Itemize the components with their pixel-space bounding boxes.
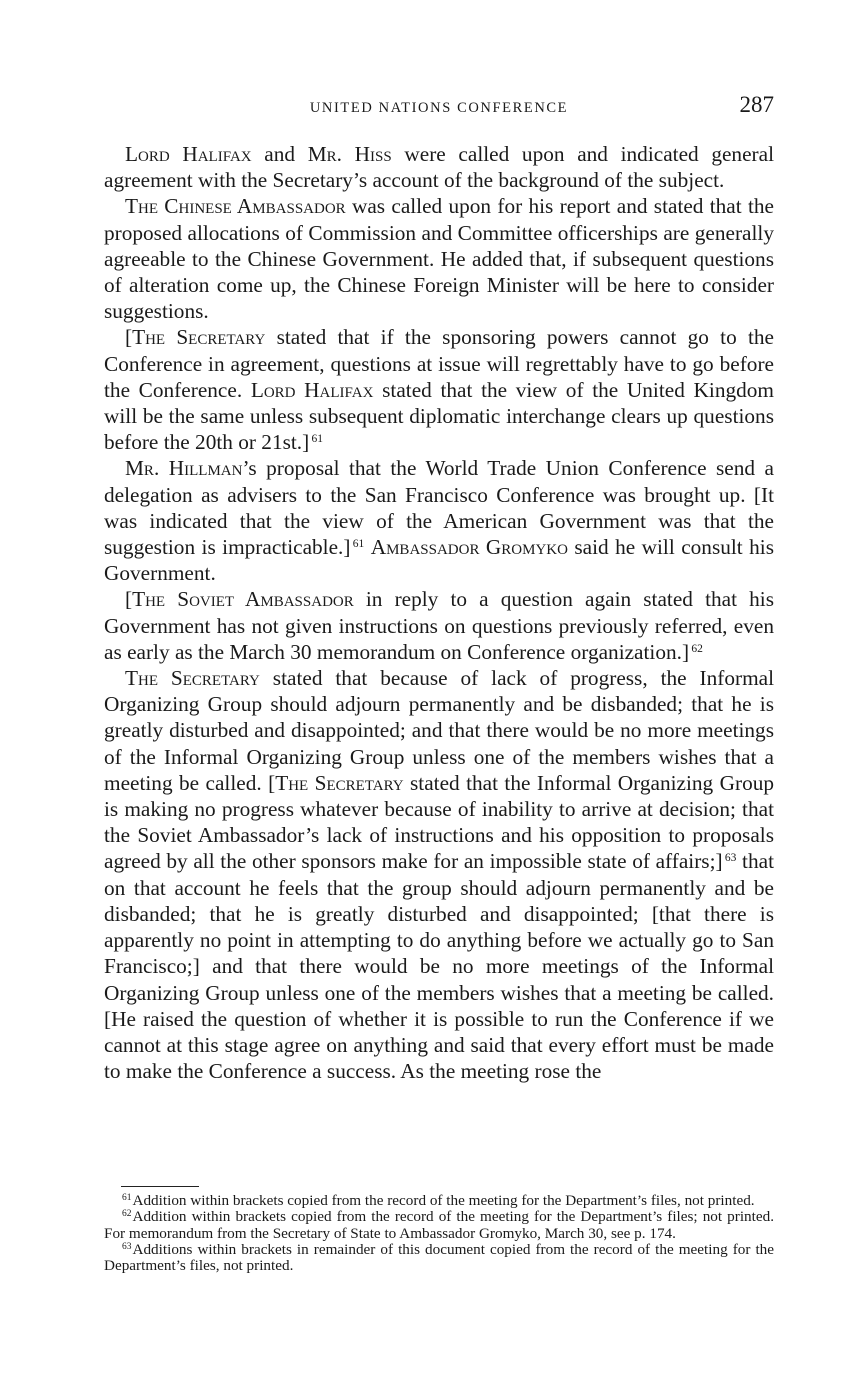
paragraph-text: [ [125, 325, 133, 350]
paragraph-text: stated that the Informal Organizing Group is making no progress whatever because of inability to arrive at decision; that the Soviet Ambassador’s lack of instructions and his opposition to proposals agreed by all the other sponsors make for an impossible state of affairs;] [104, 770, 775, 874]
body-paragraph [104, 141, 774, 193]
footnote-number: 61 [122, 1193, 132, 1203]
footnote [104, 1209, 774, 1242]
footnotes [104, 1193, 774, 1274]
speaker-name: Lord Halifax [125, 142, 252, 166]
speaker-name: The Secretary [125, 666, 260, 691]
speaker-name: Ambassador Gromyko [370, 535, 568, 560]
speaker-name: Mr. Hillman [125, 456, 243, 481]
speaker-name: Lord Halifax [250, 377, 374, 402]
body-paragraph [104, 455, 774, 586]
footnote-reference: 63 [722, 852, 737, 865]
speaker-name: The Chinese Ambassador [125, 194, 346, 219]
paragraph-text: [ [125, 587, 133, 612]
body-paragraph [104, 586, 774, 665]
paragraph-text: stated that if the sponsoring powers cannot go to the Conference in agreement, questions at issue will regrettably have to go before the Conference. [104, 325, 775, 402]
paragraph-text: ’s proposal that the World Trade Union Conference send a delegation as advisers to the San Francisco Conference was brought up. [It was indicated that the view of the American Government was that the suggestion is impracticable.] [104, 456, 774, 560]
page-number: 287 [739, 92, 774, 117]
body-text [104, 141, 774, 1084]
paragraph-text: said he will consult his Government. [104, 535, 774, 586]
paragraph-text: stated that because of lack of progress, the Informal Organizing Group should adjourn permanently and be disbanded; that he is greatly disturbed and disappointed; and that there would be no more meetings of the Informal Organizing Group unless one of the members wishes that a meeting be called. [ [104, 666, 775, 795]
footnote-reference: 62 [689, 642, 703, 655]
footnote-rule [121, 1186, 199, 1187]
footnote-reference: 61 [350, 538, 365, 551]
footnote-number: 62 [122, 1209, 132, 1220]
paragraph-text: stated that the view of the United Kingdom will be the same unless subsequent diplomatic interchange clears up questions before the 20th or 21st.] [104, 377, 774, 455]
footnote-text: Addition within brackets copied from the record of the meeting for the Department’s files; not printed. For memorandum from the Secretary of State to Ambassador Gromyko, March 30, see p. 174. [104, 1208, 774, 1242]
page-header [104, 92, 774, 128]
speaker-name: The Secretary [275, 770, 404, 795]
paragraph-text: in reply to a question again stated that his Government has not given instructions on questions previously referred, even as early as the March 30 memorandum on Conference organization.] [104, 587, 774, 664]
body-paragraph [104, 324, 774, 455]
footnote-text: Additions within brackets in remainder of this document copied from the record of the meeting for the Department’s files, not printed. [104, 1240, 774, 1275]
body-paragraph [104, 665, 774, 1084]
footnote [104, 1242, 774, 1275]
footnote [104, 1193, 774, 1209]
speaker-name: Mr. Hiss [307, 142, 392, 166]
footnote-number: 63 [122, 1241, 132, 1252]
paragraph-text: that on that account he feels that the group should adjourn permanently and be disbanded; that he is greatly disturbed and disappointed; [that there is apparently no point in attempting to do anything before we actually go to San Francisco;] and that there would be no more meetings of the Informal Organizing Group unless one of the members wishes that a meeting be called. [He raised the question of whether it is possible to run the Conference if we cannot at this stage agree on anything and said that every effort must be made to make the Conference a success. As the meeting rose the [104, 849, 774, 1084]
speaker-name: The Soviet Ambassador [132, 587, 354, 612]
body-paragraph [104, 193, 774, 324]
paragraph-text: were called upon and indicated general agreement with the Secretary’s account of the background of the subject. [104, 142, 774, 193]
footnote-reference: 61 [309, 433, 324, 446]
speaker-name: The Secretary [132, 325, 266, 350]
paragraph-text: was called upon for his report and stated that the proposed allocations of Commission and Committee officerships are generally agreeable to the Chinese Government. He added that, if subsequent questions of alteration come up, the Chinese Foreign Minister will be here to consider suggestions. [104, 194, 774, 324]
running-head: UNITED NATIONS CONFERENCE [309, 100, 569, 116]
footnote-text: Addition within brackets copied from the record of the meeting for the Department’s files, not printed. [132, 1192, 755, 1209]
paragraph-text: and [251, 142, 308, 166]
